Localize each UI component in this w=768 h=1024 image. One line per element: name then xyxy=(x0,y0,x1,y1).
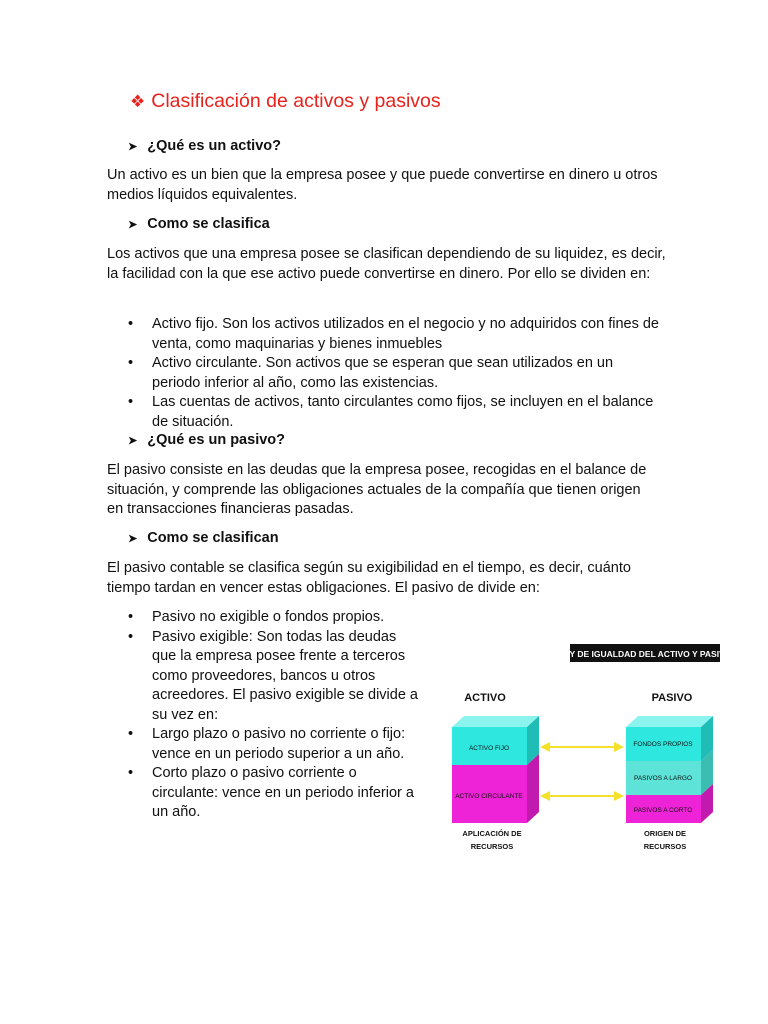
pasivos-largo-label: PASIVOS A LARGO xyxy=(633,775,693,782)
pasivo-header: PASIVO xyxy=(651,692,693,704)
list-item xyxy=(128,764,420,823)
pasivos-list xyxy=(128,608,420,823)
heading-text: Como se clasifica xyxy=(147,216,270,232)
activos-list xyxy=(128,315,663,432)
paragraph-activo-clasificacion: Los activos que una empresa posee se clasifican dependiendo de su liquidez, es decir, la facilidad con la que ese activo puede convertirse en dinero. Por ello se dividen en: xyxy=(107,246,666,282)
page-title-text: Clasificación de activos y pasivos xyxy=(151,90,441,112)
heading-como-se-clasifican xyxy=(128,530,279,546)
activo-circulante-side xyxy=(527,754,539,823)
list-item xyxy=(128,393,663,432)
list-item xyxy=(128,628,420,726)
list-item xyxy=(128,315,663,354)
heading-que-es-pasivo xyxy=(128,432,285,448)
upper-double-arrow-icon xyxy=(540,742,624,752)
right-caption-line2: RECURSOS xyxy=(643,842,687,851)
list-item-text: Las cuentas de activos, tanto circulantes como fijos, se incluyen en el balance de situación. xyxy=(152,394,654,430)
list-item-text: Corto plazo o pasivo corriente o circulante: vence en un periodo inferior a un año. xyxy=(152,765,414,820)
arrow-bullet-icon: ➤ xyxy=(128,434,138,447)
list-item xyxy=(128,608,420,628)
activo-stack xyxy=(452,716,539,823)
list-item xyxy=(128,354,663,393)
pasivos-corto-label: PASIVOS A CORTO xyxy=(633,807,693,814)
bullet-dot-icon: • xyxy=(128,628,134,645)
activo-header: ACTIVO xyxy=(464,692,506,704)
arrow-bullet-icon: ➤ xyxy=(128,532,138,545)
pasivo-top-face xyxy=(626,716,713,727)
right-caption-line1: ORIGEN DE xyxy=(643,829,687,838)
arrow-bullet-icon: ➤ xyxy=(128,140,138,153)
heading-como-se-clasifica xyxy=(128,216,270,232)
bullet-dot-icon: • xyxy=(128,726,134,742)
paragraph-pasivo-clasificacion: El pasivo contable se clasifica según su exigibilidad en el tiempo, es decir, cuánto tiempo tardan en vencer estas obligaciones. El pasivo de divide en: xyxy=(107,560,631,596)
activo-circulante-label: ACTIVO CIRCULANTE xyxy=(455,793,523,800)
left-caption-line1: APLICACIÓN DE xyxy=(462,829,522,838)
bullet-dot-icon: • xyxy=(128,609,134,625)
activo-top-face xyxy=(452,716,539,727)
activo-fijo-label: ACTIVO FIJO xyxy=(468,745,510,752)
bullet-dot-icon: • xyxy=(128,394,134,410)
list-item-text: Pasivo no exigible o fondos propios. xyxy=(152,609,385,625)
lower-double-arrow-icon xyxy=(540,791,624,801)
heading-text: ¿Qué es un activo? xyxy=(147,138,281,154)
fondos-propios-label: FONDOS PROPIOS xyxy=(633,741,693,748)
pasivo-stack xyxy=(626,716,713,823)
banner-text: LEY DE IGUALDAD DEL ACTIVO Y PASIVO xyxy=(558,649,730,659)
paragraph-pasivo-definition: El pasivo consiste en las deudas que la empresa posee, recogidas en el balance de situación, y comprende las obligaciones actuales de la compañía que tienen origen en transacciones financieras pasadas. xyxy=(107,462,647,517)
list-item-text: Activo circulante. Son activos que se esperan que sean utilizados en un periodo inferior al año, como las existencias. xyxy=(152,355,614,391)
heading-text: ¿Qué es un pasivo? xyxy=(147,432,285,448)
heading-text: Como se clasifican xyxy=(147,530,279,546)
page-title xyxy=(130,90,441,113)
diamond-bullet-icon: ❖ xyxy=(130,91,146,111)
list-item-text: Largo plazo o pasivo no corriente o fijo: vence en un periodo superior a un año. xyxy=(152,726,406,762)
heading-que-es-activo xyxy=(128,138,281,154)
activo-pasivo-figure xyxy=(440,643,730,865)
bullet-dot-icon: • xyxy=(128,316,134,332)
paragraph-activo-definition: Un activo es un bien que la empresa posee y que puede convertirse en dinero u otros medios líquidos equivalentes. xyxy=(107,167,658,203)
bullet-dot-icon: • xyxy=(128,765,134,781)
activo-pasivo-diagram xyxy=(440,643,730,865)
list-item-text: Activo fijo. Son los activos utilizados en el negocio y no adquiridos con fines de venta, como maquinarias y bienes inmuebles xyxy=(152,316,659,352)
bullet-dot-icon: • xyxy=(128,355,134,371)
arrow-bullet-icon: ➤ xyxy=(128,218,138,231)
list-item-text: Pasivo exigible: Son todas las deudas que la empresa posee frente a terceros como proveedores, bancos u otros acreedores. El pasivo exigible se divide a su vez en: xyxy=(152,628,418,723)
list-item xyxy=(128,725,420,764)
left-caption-line2: RECURSOS xyxy=(470,842,514,851)
